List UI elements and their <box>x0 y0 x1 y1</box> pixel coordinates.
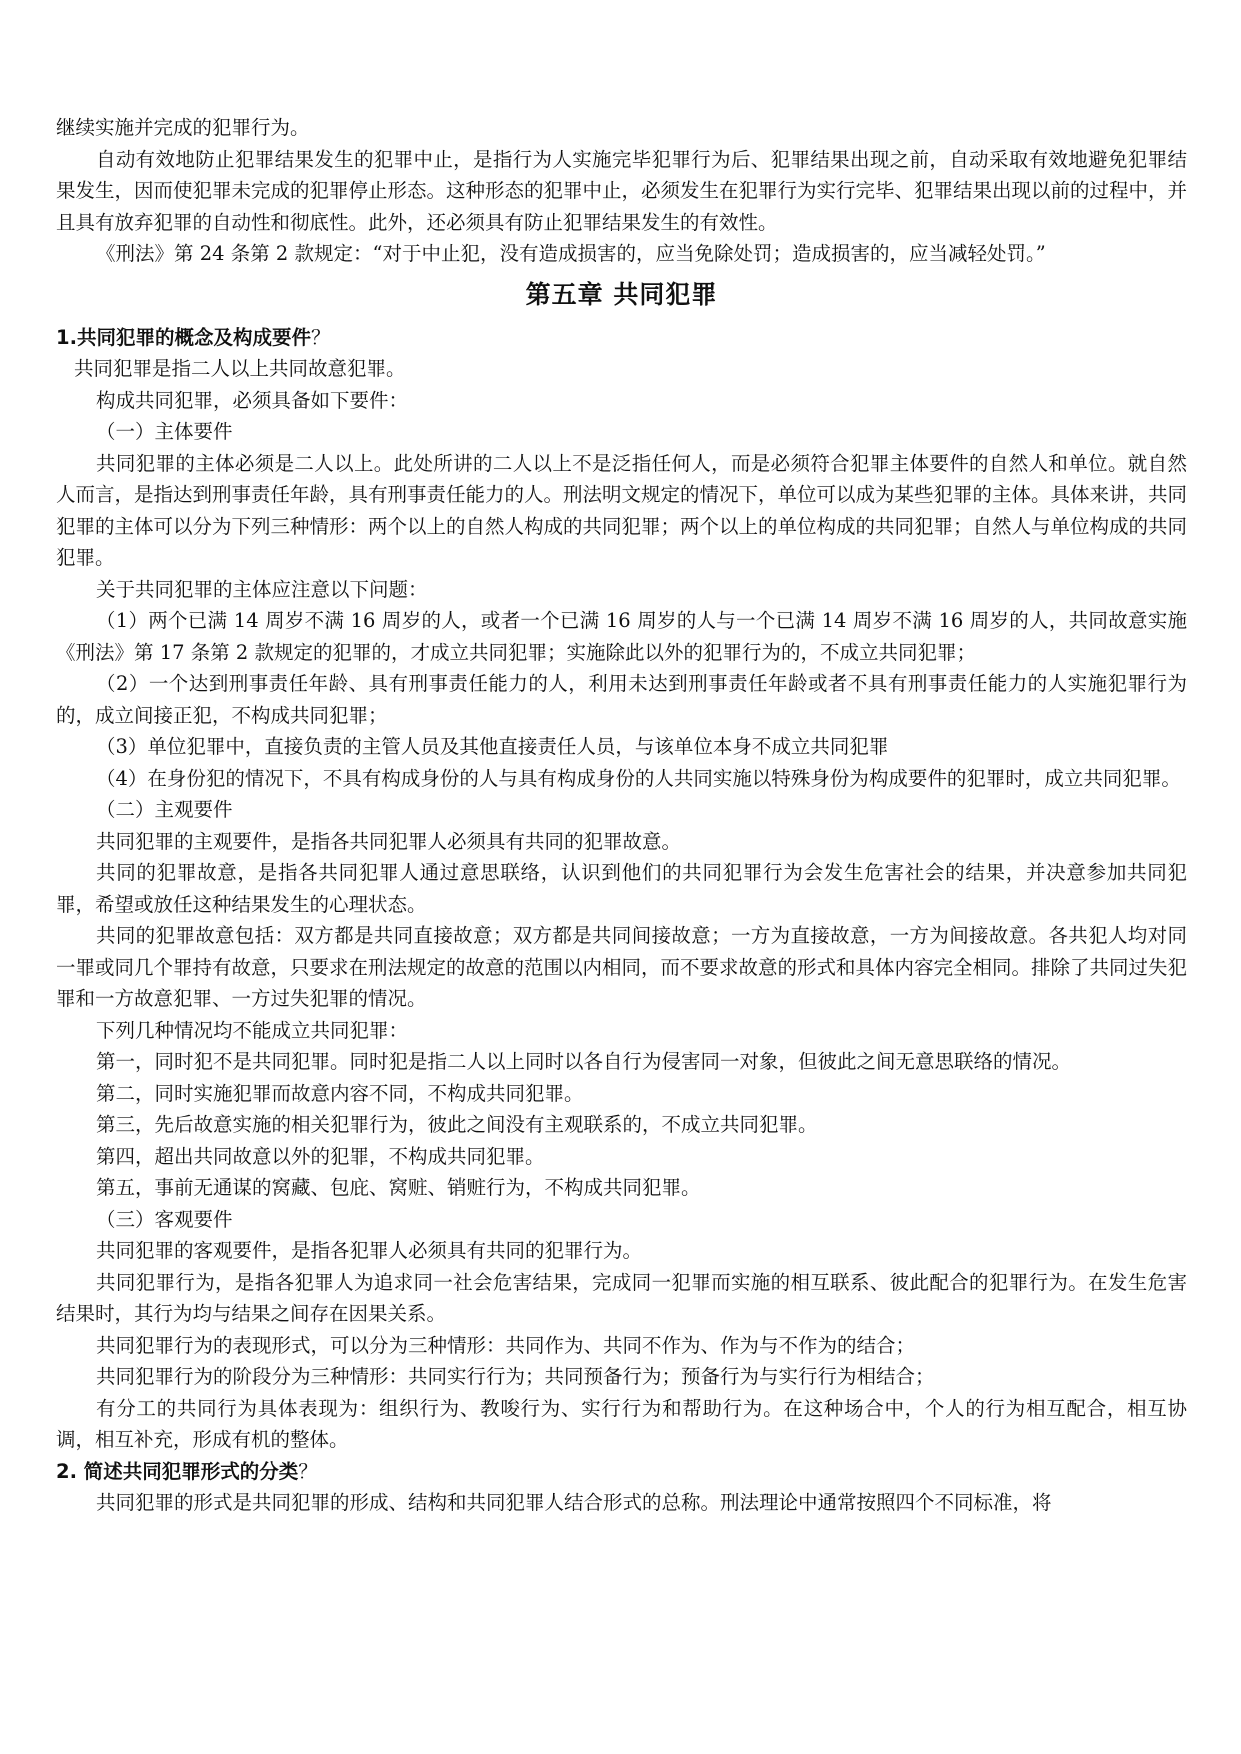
paragraph: 下列几种情况均不能成立共同犯罪： <box>96 1018 409 1042</box>
paragraph: 共同犯罪的客观要件，是指各犯罪人必须具有共同的犯罪行为。 <box>96 1239 643 1262</box>
section-heading-mark: ？ <box>310 325 331 349</box>
section-heading <box>56 322 1187 354</box>
paragraph: 共同的犯罪故意，是指各共同犯罪人通过意思联络，认识到他们的共同犯罪行为会发生危害社会的结果，并决意参加共同犯罪，希望或放任这种结果发生的心理状态。 <box>56 861 1187 916</box>
paragraph: 共同犯罪的形式是共同犯罪的形成、结构和共同犯罪人结合形式的总称。刑法理论中通常按照四个不同标准，将 <box>96 1491 1052 1514</box>
paragraph: 第一，同时犯不是共同犯罪。同时犯是指二人以上同时以各自行为侵害同一对象，但彼此之间无意思联络的情况。 <box>96 1050 1072 1073</box>
paragraph: 共同犯罪行为，是指各犯罪人为追求同一社会危害结果，完成同一犯罪而实施的相互联系、彼此配合的犯罪行为。在发生危害结果时，其行为均与结果之间存在因果关系。 <box>56 1270 1187 1325</box>
paragraph: （一）主体要件 <box>96 420 233 443</box>
paragraph: 第二，同时实施犯罪而故意内容不同，不构成共同犯罪。 <box>96 1081 584 1105</box>
paragraph: 关于共同犯罪的主体应注意以下问题： <box>96 577 428 601</box>
paragraph: （3）单位犯罪中，直接负责的主管人员及其他直接责任人员，与该单位本身不成立共同犯罪 <box>96 735 889 758</box>
paragraph: （1）两个已满 14 周岁不满 16 周岁的人，或者一个已满 16 周岁的人与一个已满 14 周岁不满 16 周岁的人，共同故意实施《刑法》第 17 条第 2 款规定的犯罪的，才成立共同犯罪；实施除此以外的犯罪行为的，不成立共同犯罪； <box>56 609 1187 664</box>
paragraph: 构成共同犯罪，必须具备如下要件： <box>96 388 409 412</box>
paragraph: 共同犯罪的主观要件，是指各共同犯罪人必须具有共同的犯罪故意。 <box>96 829 682 853</box>
paragraph: 《刑法》第 24 条第 2 款规定：“对于中止犯，没有造成损害的，应当免除处罚；造成损害的，应当减轻处罚。” <box>96 242 1046 265</box>
document-page <box>56 112 1187 1519</box>
paragraph: 共同犯罪是指二人以上共同故意犯罪。 <box>74 357 406 380</box>
paragraph: 第三，先后故意实施的相关犯罪行为，彼此之间没有主观联系的，不成立共同犯罪。 <box>96 1113 818 1136</box>
section-heading-mark: ？ <box>298 1459 318 1483</box>
paragraph: 第五，事前无通谋的窝藏、包庇、窝赃、销赃行为，不构成共同犯罪。 <box>96 1176 701 1199</box>
paragraph: 继续实施并完成的犯罪行为。 <box>56 116 310 139</box>
section-heading-text: 2. 简述共同犯罪形式的分类 <box>56 1459 299 1483</box>
paragraph: （三）客观要件 <box>96 1207 233 1231</box>
chapter-title: 第五章 共同犯罪 <box>525 279 718 309</box>
paragraph: （2）一个达到刑事责任年龄、具有刑事责任能力的人，利用未达到刑事责任年龄或者不具有刑事责任能力的人实施犯罪行为的，成立间接正犯，不构成共同犯罪； <box>56 672 1187 727</box>
section-heading <box>56 1456 1187 1488</box>
paragraph: 第四，超出共同故意以外的犯罪，不构成共同犯罪。 <box>96 1144 545 1168</box>
section-heading-text: 1.共同犯罪的概念及构成要件 <box>56 325 311 349</box>
paragraph: （二）主观要件 <box>96 798 233 821</box>
paragraph: 共同犯罪行为的阶段分为三种情形：共同实行行为；共同预备行为；预备行为与实行行为相结合； <box>96 1365 935 1388</box>
paragraph: 自动有效地防止犯罪结果发生的犯罪中止，是指行为人实施完毕犯罪行为后、犯罪结果出现之前，自动采取有效地避免犯罪结果发生，因而使犯罪未完成的犯罪停止形态。这种形态的犯罪中止，必须发生在犯罪行为实行完毕、犯罪结果出现以前的过程中，并且具有放弃犯罪的自动性和彻底性。此外，还必须具有防止犯罪结果发生的有效性。 <box>56 147 1188 234</box>
paragraph: 共同犯罪行为的表现形式，可以分为三种情形：共同作为、共同不作为、作为与不作为的结合； <box>96 1333 916 1357</box>
paragraph: 共同的犯罪故意包括：双方都是共同直接故意；双方都是共同间接故意；一方为直接故意，一方为间接故意。各共犯人均对同一罪或同几个罪持有故意，只要求在刑法规定的故意的范围以内相同，而不要求故意的形式和具体内容完全相同。排除了共同过失犯罪和一方故意犯罪、一方过失犯罪的情况。 <box>56 924 1188 1010</box>
paragraph: 有分工的共同行为具体表现为：组织行为、教唆行为、实行行为和帮助行为。在这种场合中，个人的行为相互配合，相互协调，相互补充，形成有机的整体。 <box>56 1396 1187 1451</box>
paragraph: 共同犯罪的主体必须是二人以上。此处所讲的二人以上不是泛指任何人，而是必须符合犯罪主体要件的自然人和单位。就自然人而言，是指达到刑事责任年龄，具有刑事责任能力的人。刑法明文规定的情况下，单位可以成为某些犯罪的主体。具体来讲，共同犯罪的主体可以分为下列三种情形：两个以上的自然人构成的共同犯罪；两个以上的单位构成的共同犯罪；自然人与单位构成的共同犯罪。 <box>56 451 1188 569</box>
paragraph: （4）在身份犯的情况下，不具有构成身份的人与具有构成身份的人共同实施以特殊身份为构成要件的犯罪时，成立共同犯罪。 <box>96 766 1181 790</box>
